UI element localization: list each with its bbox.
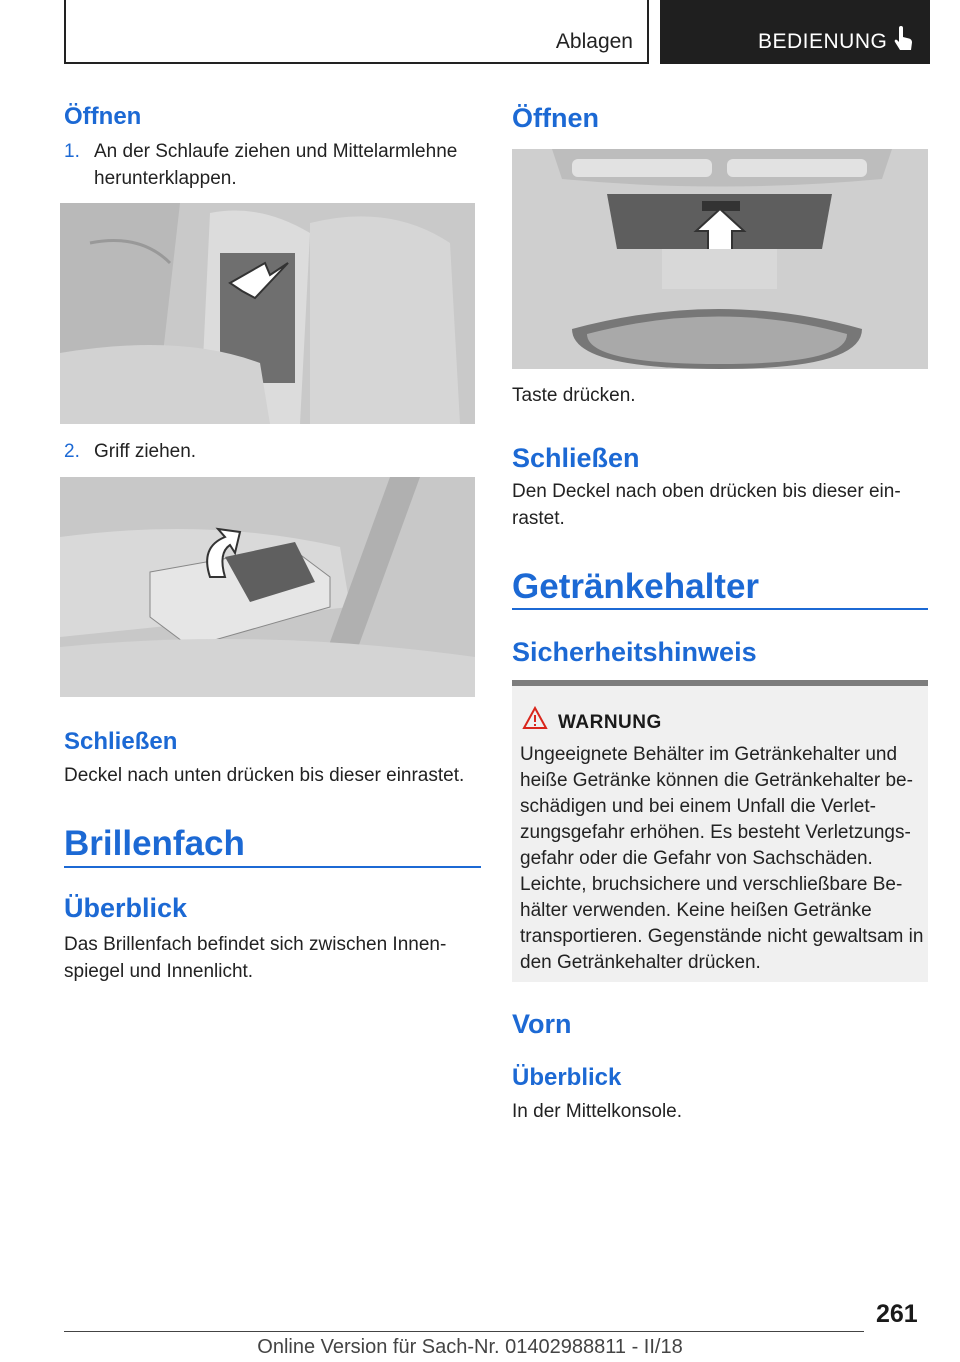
heading-ueberblick-right: Überblick	[512, 1064, 622, 1091]
warning-box	[512, 680, 928, 982]
heading-schliessen-right: Schließen	[512, 443, 640, 473]
ueberblick-text-right: In der Mittelkonsole.	[512, 1101, 683, 1122]
footer-rule	[64, 1331, 864, 1332]
step-2-number: 2.	[64, 441, 80, 462]
pointing-hand-icon	[892, 26, 914, 52]
step-2	[64, 438, 474, 465]
tab-ablagen-label: Ablagen	[555, 30, 633, 53]
tab-bedienung[interactable]	[660, 0, 930, 64]
heading-oeffnen-right: Öffnen	[512, 103, 599, 133]
photo-glasses-compartment	[512, 149, 928, 369]
heading-oeffnen-left: Öffnen	[64, 103, 142, 130]
section-rule-getraenkehalter	[512, 608, 928, 610]
schliessen-text-right: Den Deckel nach oben drücken bis dieser einrastet.	[512, 481, 901, 529]
page-number: 261	[876, 1300, 918, 1328]
heading-sicherheitshinweis: Sicherheitshinweis	[512, 637, 757, 667]
warning-title: WARNUNG	[558, 712, 662, 733]
warning-triangle-icon	[522, 706, 548, 730]
footer-online-version-text: Online Version für Sach-Nr. 01402988811 - II/18	[257, 1336, 683, 1358]
photo-armrest-handle	[60, 477, 475, 697]
schliessen-text-left: Deckel nach unten drücken bis dieser einrastet.	[64, 765, 465, 786]
photo-rear-seat-armrest	[60, 203, 475, 424]
warning-text: Ungeeignete Behälter im Getränkehalter und heiße Getränke können die Getränkehalter beschädigen und bei einem Unfall die Verletzungsgefahr erhöhen. Es besteht Verletzungsgefahr oder die Gefahr von Sachschäden. Leichte, bruchsichere und verschließbare Behälter verwenden. Keine heißen Getränke transportieren. Gegenstände nicht gewaltsam in den Getränkehalter drücken.	[520, 744, 924, 973]
step-1-text: An der Schlaufe ziehen und Mittelarmlehne herunterklappen.	[94, 141, 458, 189]
step-1	[64, 138, 474, 189]
heading-schliessen-left: Schließen	[64, 728, 178, 755]
tab-bedienung-label: BEDIENUNG	[758, 30, 888, 53]
heading-vorn: Vorn	[512, 1009, 572, 1039]
section-rule-brillenfach	[64, 866, 481, 868]
tab-ablagen[interactable]	[64, 0, 649, 64]
taste-text: Taste drücken.	[512, 385, 636, 406]
heading-brillenfach: Brillenfach	[64, 824, 245, 863]
heading-getraenkehalter: Getränkehalter	[512, 567, 760, 606]
step-1-number: 1.	[64, 141, 80, 162]
heading-ueberblick-left: Überblick	[64, 893, 188, 923]
step-2-text: Griff ziehen.	[94, 441, 197, 462]
ueberblick-text-left: Das Brillenfach befindet sich zwischen Innenspiegel und Innenlicht.	[64, 934, 447, 982]
footer-online-version	[0, 1336, 960, 1359]
